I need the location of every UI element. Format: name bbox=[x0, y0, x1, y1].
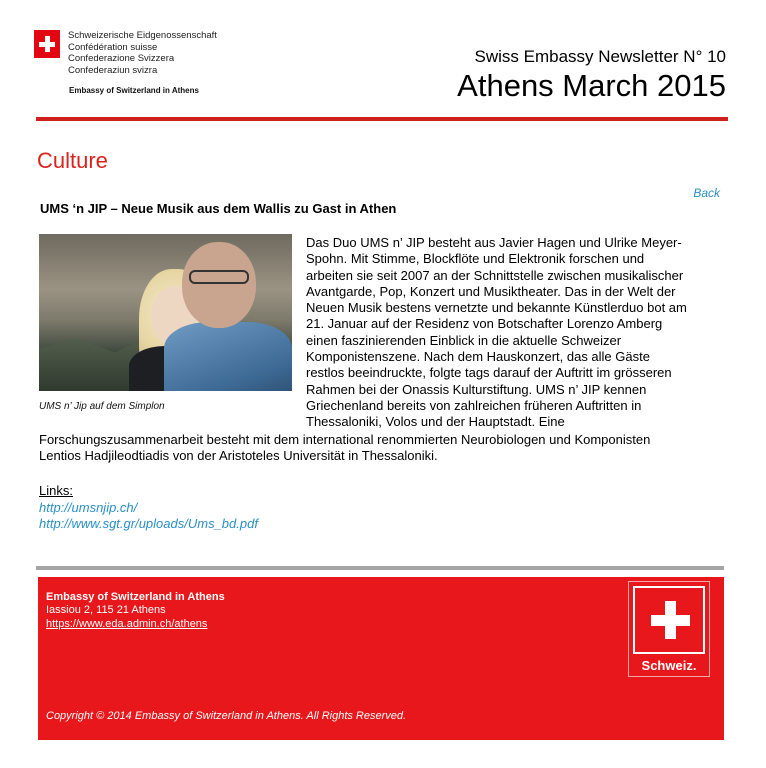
article-headline: UMS ‘n JIP – Neue Musik aus dem Wallis zu Gast in Athen bbox=[40, 201, 397, 216]
swiss-cross-icon bbox=[34, 30, 60, 58]
photo-caption: UMS n’ Jip auf dem Simplon bbox=[39, 401, 165, 412]
newsletter-title: Swiss Embassy Newsletter N° 10 bbox=[474, 47, 726, 66]
article-body-continued: Forschungszusammenarbeit besteht mit dem international renommierten Neurobiologen und Komponisten Lentios Hadjileodtiadis von der Aristoteles Universität in Thessaloniki. bbox=[39, 432, 651, 464]
footer-embassy-name: Embassy of Switzerland in Athens bbox=[46, 591, 225, 603]
links-label: Links: bbox=[39, 483, 73, 498]
section-title: Culture bbox=[37, 148, 108, 173]
schweiz-label: Schweiz. bbox=[641, 658, 697, 673]
confederation-line: Confédération suisse bbox=[68, 41, 158, 53]
footer-divider bbox=[36, 566, 724, 570]
confederation-line: Confederazione Svizzera bbox=[68, 53, 175, 64]
link-umsnjip[interactable]: http://umsnjip.ch/ bbox=[39, 500, 138, 515]
article-body-intro: Das Duo UMS n’ JIP besteht aus Javier Hagen und Ulrike Meyer- Spohn. Mit Stimme, Blockflöte und Elektronik forschen und arbeiten sie seit 2007 an der Schnittstelle zwischen musikalischer Avantgarde, Pop, Konzert und Musiktheater. Das in der Welt der Neuen Musik bestens vernetzte und bekannte Künstlerduo bot am 21. Januar auf der Residenz von Botschafter Lorenzo Amberg einen faszinierenden Einblick in die aktuelle Schweizer Komponistenszene. Nach dem Hauskonzert, das alle Gäste restlos beeindruckte, folgte tags darauf der Auftritt im grösseren Rahmen bei der Onassis Kulturstiftung. UMS n’ JIP kennen Griechenland bereits von zahlreichen früheren Auftritten in Thessaloniki, Volos und der Hauptstadt. Eine bbox=[306, 235, 687, 430]
schweiz-logo bbox=[628, 581, 710, 677]
confederation-line: Confederaziun svizra bbox=[68, 64, 158, 76]
confederation-names bbox=[68, 30, 217, 76]
confederation-line: Schweizerische Eidgenossenschaft bbox=[68, 30, 217, 41]
footer-website-link[interactable]: https://www.eda.admin.ch/athens bbox=[46, 618, 208, 630]
swiss-cross-icon bbox=[633, 586, 705, 654]
issue-date: Athens March 2015 bbox=[457, 68, 726, 103]
footer bbox=[38, 577, 724, 740]
footer-copyright: Copyright © 2014 Embassy of Switzerland in Athens. All Rights Reserved. bbox=[46, 710, 407, 722]
link-sgt-pdf[interactable]: http://www.sgt.gr/uploads/Ums_bd.pdf bbox=[39, 516, 258, 531]
embassy-name: Embassy of Switzerland in Athens bbox=[69, 86, 199, 95]
footer-address: Iassiou 2, 115 21 Athens bbox=[46, 604, 166, 616]
glasses bbox=[189, 270, 249, 284]
man-body bbox=[164, 322, 292, 391]
back-link[interactable]: Back bbox=[693, 186, 720, 200]
article-photo bbox=[39, 234, 292, 391]
header-divider bbox=[36, 117, 728, 121]
man-face bbox=[182, 242, 256, 328]
